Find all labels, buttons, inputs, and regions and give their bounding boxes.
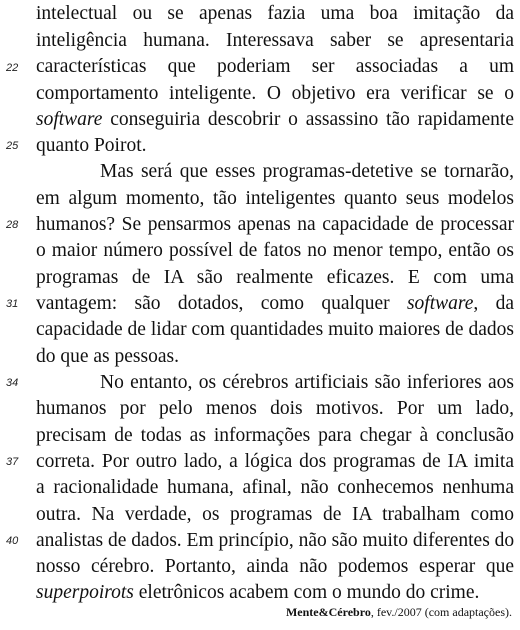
text-line: o maior número possível de fatos no menor tempo, então os xyxy=(36,240,514,261)
line-number: 37 xyxy=(6,456,19,468)
source-citation xyxy=(286,604,512,620)
text-line xyxy=(36,108,514,132)
italic-term: software xyxy=(36,109,103,130)
text-span: , da xyxy=(473,293,514,314)
text-line: nosso cérebro. Portanto, ainda não podemos esperar que xyxy=(36,556,514,577)
italic-term: software xyxy=(406,293,474,314)
text-line: características que poderiam ser associadas a um xyxy=(36,56,514,77)
text-line: humanos? Se pensarmos apenas na capacidade de processar xyxy=(36,214,514,235)
text-line: inteligência humana. Interessava saber se apresentaria xyxy=(36,30,514,51)
text-line: comportamento inteligente. O objetivo era verificar se o xyxy=(36,83,514,104)
text-line: Mas será que esses programas-detetive se tornarão, xyxy=(100,161,514,182)
text-span: vantagem: são dotados, como qualquer xyxy=(36,293,407,314)
text-span: conseguiria descobrir o assassino tão rapidamente xyxy=(102,109,514,130)
text-line: programas de IA são realmente eficazes. E com uma xyxy=(36,267,514,288)
text-line: capacidade de lidar com quantidades muito maiores de dados xyxy=(36,319,514,340)
line-number: 22 xyxy=(6,62,19,74)
source-publication: Mente&Cérebro xyxy=(285,605,371,619)
text-line xyxy=(36,581,514,605)
text-line: humanos por pelo menos dois motivos. Por um lado, xyxy=(36,398,514,419)
italic-term: superpoirots xyxy=(36,582,134,603)
text-line xyxy=(36,292,514,316)
text-line: analistas de dados. Em princípio, não são muito diferentes do xyxy=(36,530,514,551)
line-number: 31 xyxy=(6,298,19,310)
text-span: eletrônicos acabem com o mundo do crime. xyxy=(133,582,480,603)
line-number: 25 xyxy=(6,140,19,152)
text-line: correta. Por outro lado, a lógica dos programas de IA imita xyxy=(36,451,514,472)
text-line: intelectual ou se apenas fazia uma boa imitação da xyxy=(36,3,514,24)
text-line: No entanto, os cérebros artificiais são inferiores aos xyxy=(100,372,514,393)
source-detail: , fev./2007 (com adaptações). xyxy=(370,605,512,619)
line-number: 40 xyxy=(6,535,19,547)
text-line: outra. Na verdade, os programas de IA trabalham como xyxy=(36,504,514,525)
text-line: a racionalidade humana, afinal, não conhecemos nenhuma xyxy=(36,477,514,498)
text-line: precisam de todas as informações para chegar à conclusão xyxy=(36,425,514,446)
text-line: do que as pessoas. xyxy=(36,346,179,367)
line-number: 28 xyxy=(6,219,19,231)
text-line: quanto Poirot. xyxy=(36,135,147,156)
text-line: em algum momento, tão inteligentes quanto seus modelos xyxy=(36,188,514,209)
line-number: 34 xyxy=(6,377,19,389)
